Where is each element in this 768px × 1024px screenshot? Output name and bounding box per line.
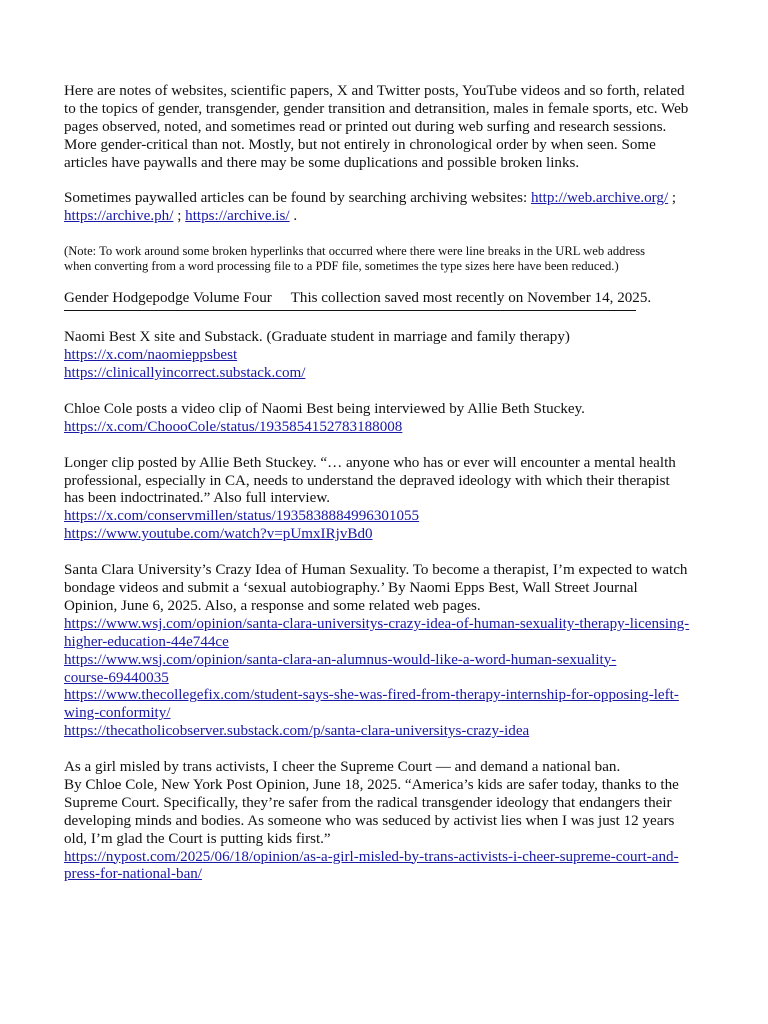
- entry-text-line: bondage videos and submit a ‘sexual autobiography.’ By Naomi Epps Best, Wall Street Journal: [64, 579, 638, 596]
- entry-link[interactable]: [64, 616, 692, 652]
- collection-header: [64, 290, 692, 308]
- entry-text-line: Supreme Court. Specifically, they’re safer from the radical transgender ideology that endangers their: [64, 794, 672, 811]
- entry-text-line: professional, especially in CA, needs to understand the depraved ideology with which their therapist: [64, 472, 670, 489]
- intro-line: articles have paywalls and there may be some duplications and possible broken links.: [64, 154, 580, 171]
- entry-text-line: As a girl misled by trans activists, I cheer the Supreme Court — and demand a national ban.: [64, 759, 621, 776]
- entry-link[interactable]: https://x.com/naomieppsbest: [64, 347, 238, 364]
- entry-link-part: https://www.wsj.com/opinion/santa-clara-universitys-crazy-idea-of-human-sexuality-therapy-licensing-: [64, 615, 690, 632]
- intro-line: to the topics of gender, transgender, gender transition and detransition, males in female sports, etc. Web: [64, 100, 689, 117]
- note-paragraph: [64, 244, 692, 274]
- entry-text-line: Naomi Best X site and Substack. (Graduate student in marriage and family therapy): [64, 329, 570, 346]
- entry-link-part: press-for-national-ban/: [64, 866, 203, 883]
- entry-link[interactable]: https://x.com/conservmillen/status/1935838884996301055: [64, 508, 420, 525]
- separator: ;: [668, 190, 677, 207]
- entry-link[interactable]: [64, 687, 692, 723]
- separator: .: [289, 208, 298, 225]
- entry-link-part: https://www.wsj.com/opinion/santa-clara-an-alumnus-would-like-a-word-human-sexuality-: [64, 651, 617, 668]
- saved-date: This collection saved most recently on November 14, 2025.: [290, 289, 652, 306]
- note-line: (Note: To work around some broken hyperlinks that occurred where there were line breaks in the URL web address: [64, 244, 646, 259]
- collection-title: Gender Hodgepodge Volume Four: [64, 289, 272, 306]
- intro-line: More gender-critical than not. Mostly, but not entirely in chronological order by when seen. Some: [64, 136, 656, 153]
- note-line: when converting from a word processing file to a PDF file, sometimes the type sizes here have been reduced.): [64, 259, 619, 274]
- entry-link-part: wing-conformity/: [64, 705, 171, 722]
- entry-link[interactable]: [64, 652, 692, 688]
- archive-text: Sometimes paywalled articles can be found by searching archiving websites:: [64, 190, 531, 207]
- entry-link[interactable]: https://x.com/ChoooCole/status/1935854152783188008: [64, 418, 403, 435]
- entry-link[interactable]: [64, 723, 692, 741]
- document-page: [64, 83, 692, 884]
- entry-link-part: higher-education-44e744ce: [64, 633, 229, 650]
- entry: [64, 455, 692, 545]
- archive-paragraph: [64, 190, 692, 226]
- separator: ;: [173, 208, 186, 225]
- entry-link-part: https://www.thecollegefix.com/student-says-she-was-fired-from-therapy-internship-for-opposing-left-: [64, 687, 679, 704]
- entry-text-line: Chloe Cole posts a video clip of Naomi Best being interviewed by Allie Beth Stuckey.: [64, 400, 585, 417]
- entry-link[interactable]: https://www.youtube.com/watch?v=pUmxIRjvBd0: [64, 526, 373, 543]
- entry-text-line: By Chloe Cole, New York Post Opinion, June 18, 2025. “America’s kids are safer today, thanks to the: [64, 776, 679, 793]
- entry: [64, 759, 692, 884]
- entry-text-line: Opinion, June 6, 2025. Also, a response and some related web pages.: [64, 597, 481, 614]
- entry-text-line: Santa Clara University’s Crazy Idea of Human Sexuality. To become a therapist, I’m expected to watch: [64, 562, 688, 579]
- entry-text-line: old, I’m glad the Court is putting kids first.”: [64, 830, 331, 847]
- archive-link-archive-ph[interactable]: https://archive.ph/: [64, 208, 174, 225]
- entry-text-line: Longer clip posted by Allie Beth Stuckey. “… anyone who has or ever will encounter a mental health: [64, 454, 676, 471]
- entry-text-line: has been indoctrinated.” Also full interview.: [64, 490, 331, 507]
- entry-text-line: developing minds and bodies. As someone who was seduced by activist lies when I was just 12 years: [64, 812, 675, 829]
- entry: [64, 562, 692, 741]
- entry: [64, 401, 692, 437]
- entry-link[interactable]: [64, 849, 692, 885]
- entry-link-part: https://thecatholicobserver.substack.com/p/santa-clara-universitys-crazy-idea: [64, 723, 530, 740]
- intro-line: Here are notes of websites, scientific papers, X and Twitter posts, YouTube videos and so forth, related: [64, 83, 685, 99]
- entry-link-part: https://nypost.com/2025/06/18/opinion/as-a-girl-misled-by-trans-activists-i-cheer-supreme-court-and-: [64, 848, 679, 865]
- archive-link-archive-is[interactable]: https://archive.is/: [185, 208, 290, 225]
- entry: [64, 329, 692, 383]
- archive-link-web-archive[interactable]: http://web.archive.org/: [530, 190, 669, 207]
- entries-list: [64, 329, 692, 884]
- entry-link[interactable]: https://clinicallyincorrect.substack.com/: [64, 365, 306, 382]
- intro-line: pages observed, noted, and sometimes read or printed out during web surfing and research sessions.: [64, 118, 667, 135]
- entry-link-part: course-69440035: [64, 669, 169, 686]
- intro-paragraph: [64, 83, 692, 173]
